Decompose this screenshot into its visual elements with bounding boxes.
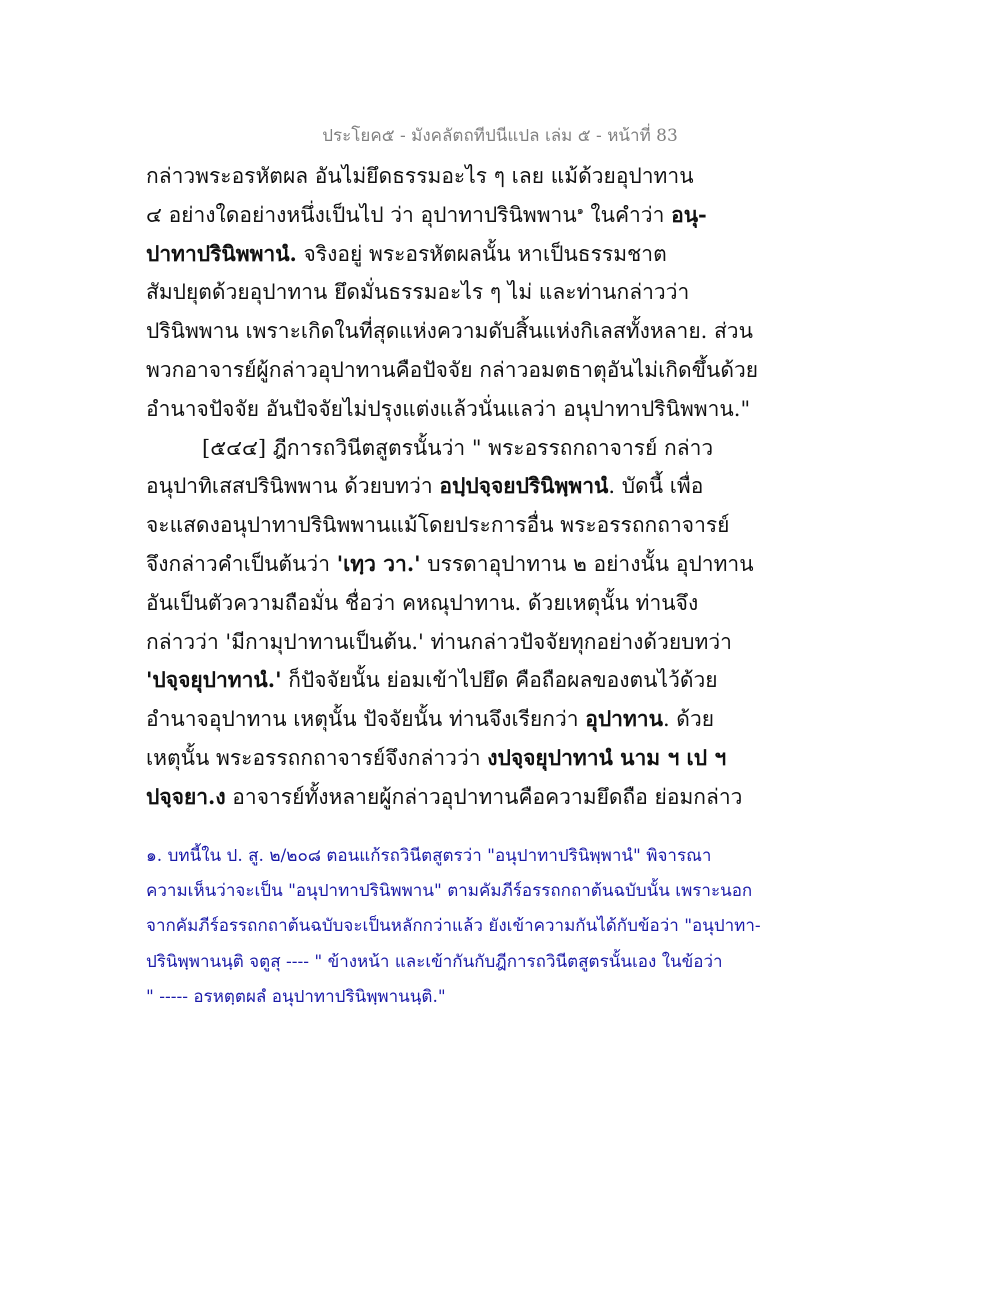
body-line	[146, 739, 846, 778]
body-line	[146, 157, 846, 196]
text-run: . ด้วย	[662, 707, 715, 732]
text-run: จึงกล่าวคำเป็นต้นว่า	[146, 551, 337, 576]
body-text	[146, 157, 846, 817]
footnote-line: จากคัมภีร์อรรถกถาต้นฉบับจะเป็นหลักกว่าแล้ว ยังเข้าความกันได้กับข้อว่า "อนุปาทา-	[146, 916, 761, 937]
running-header: ประโยค๕ - มังคลัตถทีปนีแปล เล่ม ๕ - หน้าที่ 83	[322, 126, 678, 146]
bold-term: 'ปจฺจยุปาทานํ.'	[146, 667, 282, 693]
body-line	[146, 545, 846, 584]
body-line	[146, 506, 846, 545]
body-line	[146, 778, 846, 817]
body-line	[146, 623, 846, 662]
text-run: กล่าวว่า 'มีกามุปาทานเป็นต้น.' ท่านกล่าวปัจจัยทุกอย่างด้วยบทว่า	[146, 629, 732, 654]
text-run: อันเป็นตัวความถือมั่น ชื่อว่า คหณุปาทาน. ด้วยเหตุนั้น ท่านจึง	[146, 590, 699, 615]
text-run: พวกอาจารย์ผู้กล่าวอุปาทานคือปัจจัย กล่าวอมตธาตุอันไม่เกิดขึ้นด้วย	[146, 357, 759, 382]
body-line	[146, 700, 846, 739]
bold-term: อุปาทาน	[585, 706, 663, 732]
bold-term: ปาทาปรินิพพานํ.	[146, 240, 297, 266]
bold-term: 'เทฺว วา.'	[336, 550, 421, 576]
body-line	[146, 467, 846, 506]
text-run: . บัดนี้ เพื่อ	[608, 474, 704, 499]
text-run: ในคำว่า	[583, 202, 672, 227]
body-line	[146, 584, 846, 623]
text-run: อำนาจปัจจัย อันปัจจัยไม่ปรุงแต่งแล้วนั่นแลว่า อนุปาทาปรินิพพาน."	[146, 396, 751, 421]
bold-term: อปฺปจฺจยปรินิพฺพานํ	[439, 473, 609, 499]
bold-term: อนุ-	[671, 201, 707, 227]
text-run: จะแสดงอนุปาทาปรินิพพานแม้โดยประการอื่น พระอรรถกถาจารย์	[146, 513, 730, 538]
footnote-line: " ----- อรหตฺตผลํ อนุปาทาปรินิพฺพานนฺติ."	[146, 986, 446, 1007]
bold-term: ปจฺจยา.ง	[146, 783, 226, 809]
body-line	[146, 196, 846, 235]
body-line	[146, 661, 846, 700]
body-line	[146, 390, 846, 429]
body-line	[146, 312, 846, 351]
footnotes	[146, 839, 866, 1015]
body-line	[146, 429, 846, 468]
body-line	[146, 235, 846, 274]
text-run: ปรินิพพาน เพราะเกิดในที่สุดแห่งความดับสิ้นแห่งกิเลสทั้งหลาย. ส่วน	[146, 319, 753, 344]
body-line	[146, 351, 846, 390]
bold-term: งปจฺจยุปาทานํ นาม ฯ เป ฯ	[487, 744, 727, 770]
text-run: ๔ อย่างใดอย่างหนึ่งเป็นไป ว่า อุปาทาปรินิพพาน	[146, 202, 577, 227]
text-run: กล่าวพระอรหัตผล อันไม่ยึดธรรมอะไร ๆ เลย แม้ด้วยอุปาทาน	[146, 164, 694, 188]
text-run: ก็ปัจจัยนั้น ย่อมเข้าไปยึด คือถือผลของตนไว้ด้วย	[281, 668, 718, 693]
footnote-line: ๑. บทนี้ใน ป. สู. ๒/๒๐๘ ตอนแก้รถวินีตสูตรว่า "อนุปาทาปรินิพฺพานํ" พิจารณา	[146, 846, 712, 866]
footnote-line: ความเห็นว่าจะเป็น "อนุปาทาปรินิพพาน" ตามคัมภีร์อรรถกถาต้นฉบับนั้น เพราะนอก	[146, 881, 753, 902]
text-run: อนุปาทิเสสปรินิพพาน ด้วยบทว่า	[146, 474, 440, 499]
footnote-ref: ๑	[576, 203, 584, 217]
text-run: จริงอยู่ พระอรหัตผลนั้น หาเป็นธรรมชาต	[296, 241, 667, 266]
text-run: อำนาจอุปาทาน เหตุนั้น ปัจจัยนั้น ท่านจึงเรียกว่า	[146, 707, 586, 732]
text-run: บรรดาอุปาทาน ๒ อย่างนั้น อุปาทาน	[420, 551, 754, 576]
footnote-line: ปรินิพฺพานนฺติ จตูสุ ---- " ข้างหน้า และเข้ากันกับฎีการถวินีตสูตรนั้นเอง ในข้อว่า	[146, 951, 723, 972]
text-run: อาจารย์ทั้งหลายผู้กล่าวอุปาทานคือความยึดถือ ย่อมกล่าว	[225, 784, 743, 809]
text-run: [๕๔๔] ฎีการถวินีตสูตรนั้นว่า " พระอรรถกถาจารย์ กล่าว	[202, 435, 714, 460]
text-run: เหตุนั้น พระอรรถกถาจารย์จึงกล่าวว่า	[146, 745, 488, 770]
body-line	[146, 273, 846, 312]
text-run: สัมปยุตด้วยอุปาทาน ยึดมั่นธรรมอะไร ๆ ไม่ และท่านกล่าวว่า	[146, 280, 690, 305]
